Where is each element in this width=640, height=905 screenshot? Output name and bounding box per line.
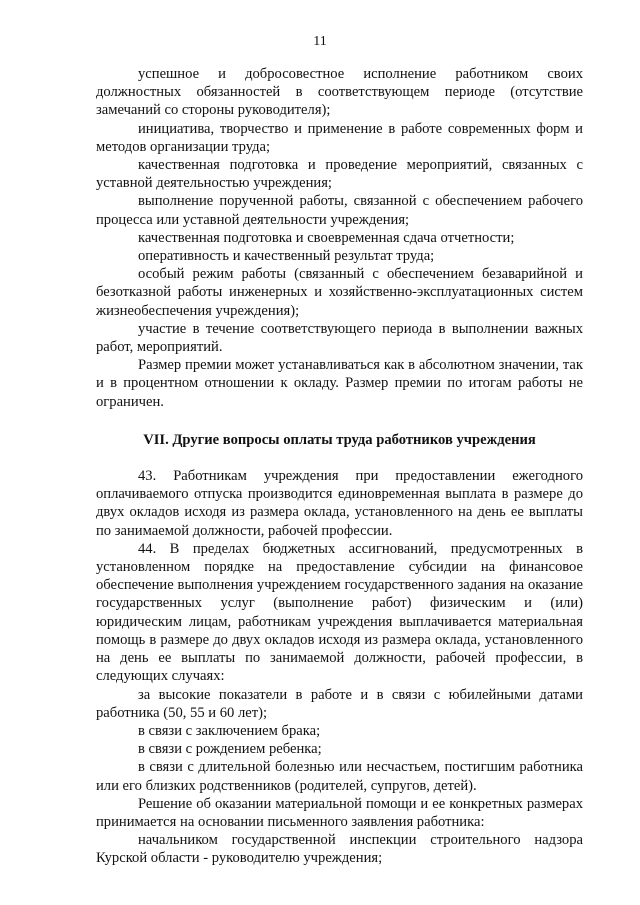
- aid-case-item: в связи с рождением ребенка;: [138, 741, 322, 758]
- bonus-size-paragraph: Размер премии может устанавливаться как в абсолютном значении, так и в процентном отношении к окладу. Размер премии по итогам работы не ограничен.: [96, 357, 583, 410]
- bonus-criterion: выполнение порученной работы, связанной с обеспечением рабочего процесса или уставной деятельности учреждения;: [96, 193, 583, 228]
- bonus-criterion: успешное и добросовестное исполнение работником своих должностных обязанностей в соответствующем периоде (отсутствие замечаний со стороны руководителя);: [96, 66, 583, 119]
- page-number: 11: [313, 34, 327, 49]
- aid-case-item: в связи с заключением брака;: [138, 722, 321, 739]
- aid-case-item: в связи с длительной болезнью или несчастьем, постигшим работника или его близких родственников (родителей, супругов, детей).: [96, 759, 583, 794]
- bonus-criterion: инициатива, творчество и применение в работе современных форм и методов организации труда;: [96, 120, 583, 155]
- bonus-criterion: качественная подготовка и своевременная сдача отчетности;: [138, 229, 515, 246]
- document-body: [96, 65, 583, 868]
- paragraph-43: 43. Работникам учреждения при предоставлении ежегодного оплачиваемого отпуска производится единовременная выплата в размере до двух окладов исходя из размера оклада, установленного на день ее выплаты по занимаемой должности, рабочей профессии.: [96, 468, 583, 539]
- bonus-criterion: особый режим работы (связанный с обеспечением безаварийной и безотказной работы инженерных и хозяйственно-эксплуатационных систем жизнеобеспечения учреждения);: [96, 266, 583, 319]
- bonus-criterion: оперативность и качественный результат труда;: [138, 248, 435, 265]
- aid-decision-item: начальником государственной инспекции строительного надзора Курской области - руководителю учреждения;: [96, 832, 583, 867]
- bonus-criterion: участие в течение соответствующего периода в выполнении важных работ, мероприятий.: [96, 320, 583, 356]
- section-heading: VII. Другие вопросы оплаты труда работников учреждения: [143, 431, 536, 448]
- aid-case-item: за высокие показатели в работе и в связи с юбилейными датами работника (50, 55 и 60 лет);: [96, 686, 583, 721]
- bonus-criterion: качественная подготовка и проведение мероприятий, связанных с уставной деятельностью учреждения;: [96, 157, 583, 192]
- paragraph-44: 44. В пределах бюджетных ассигнований, предусмотренных в установленном порядке на предоставление субсидии на финансовое обеспечение выполнения учреждением государственного задания на оказание государственных услуг (выполнение работ) физическим и (или) юридическим лицам, работникам учреждения выплачивается материальная помощь в размере до двух окладов исходя из размера оклада, установленного на день ее выплаты по занимаемой должности, рабочей профессии, в следующих случаях:: [96, 540, 583, 685]
- aid-decision-paragraph: Решение об оказании материальной помощи и ее конкретных размерах принимается на основании письменного заявления работника:: [96, 795, 583, 830]
